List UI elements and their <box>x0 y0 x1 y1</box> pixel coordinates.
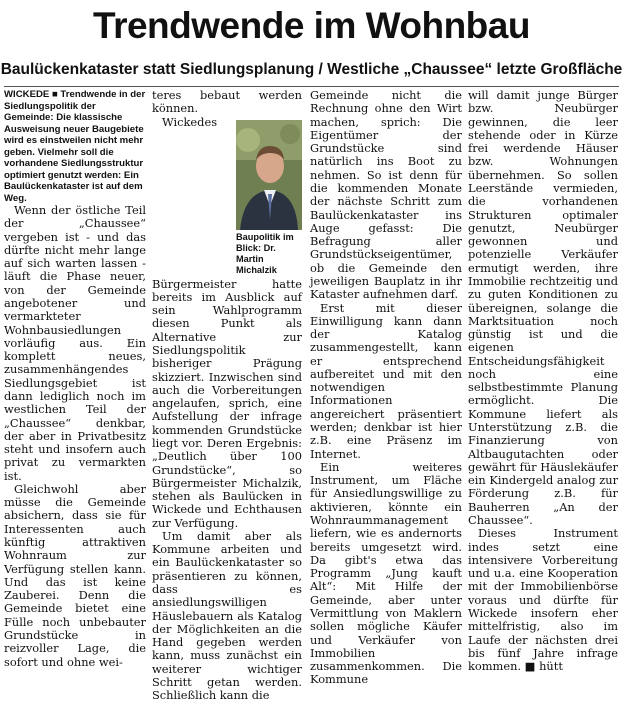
subheadline: Baulückenkataster statt Siedlungsplanung / Westliche „Chaussee“ letzte Großfläche <box>0 61 623 78</box>
article-paragraph: Wickedes Bürgermeister hatte bereits im Ausblick auf sein Wahlprogramm diesen Punkt als Alternative zur Siedlungspolitik bisheriger Prägung skizziert. Inzwischen sind auch die Vorbereitungen angelaufen, sprich, eine Aufstellung der infrage kommenden Grundstücke liegt vor. Deren Ergebnis: „Deutlich über 100 Grundstücke“, so Bürgermeister Michalzik, stehen als Baulücken in Wickede und Echthausen zur Verfügung. <box>152 114 302 530</box>
divider-rule <box>4 86 619 87</box>
column-3 <box>310 88 462 687</box>
article-paragraph: will damit junge Bürger bzw. Neubürger gewinnen, die leer stehende oder in Kürze frei werdende Häuser bzw. Wohnungen übernehmen. So sollen Leerstände vermieden, die vorhandenen Strukturen optimaler genutzt, Neubürger gewonnen und potenzielle Verkäufer ermutigt werden, ihre Immobilie rechtzeitig und zu guten Konditionen zu übereignen, solange die Marktsituation noch günstig ist und die eigenen Entscheidungsfähigkeit noch eine selbstbestimmte Planung ermöglicht. Die Kommune liefert als Unterstützung z.B. die Finanzierung von Altbaugutachten oder gewährt für Häuslekäufer ein Kindergeld analog zur Förderung z.B. für Bauherren „An der Chaussee“. <box>468 88 619 527</box>
article-paragraph: Gleichwohl aber müsse die Gemeinde absichern, dass sie für Interessenten auch künftig attraktiven Wohnraum zur Verfügung stellen kann. Und das ist keine Zauberei. Denn die Gemeinde bietet eine Fülle noch unbebauter Grundstücke in reizvoller Lage, die sofort und ohne wei- <box>4 481 146 669</box>
portrait-photo <box>236 120 302 230</box>
lead-paragraph: WICKEDE ■ Trendwende in der Siedlungspolitik der Gemeinde: Die klassische Ausweisung neuer Baugebiete wird es einstweilen nicht mehr geben. Vielmehr soll die vorhandene Siedlungsstruktur optimiert genutzt werden: Ein Baulückenkataster ist auf dem Weg. <box>4 89 146 204</box>
article-paragraph: Ein weiteres Instrument, um Fläche für Ansiedlungswillige zu aktivieren, könnte ein Wohnraummanagement liefern, wie es andernorts bereits umgesetzt wird. Da gibt's etwa das Programm „Jung kauft Alt“: Mit Hilfe der Gemeinde, aber unter Vermittlung von Maklern sollen mögliche Käufer und Verkäufer von Immobilien zusammenkommen. Die Kommune <box>310 459 462 687</box>
column-2 <box>152 88 302 703</box>
article-paragraph: Um damit aber als Kommune arbeiten und ein Baulückenkataster so präsentieren zu können, dass es ansiedlungswilligen Häuslebauern als Katalog der Möglichkeiten an die Hand gegeben werden kann, muss zunächst ein weiterer wichtiger Schritt getan werden. Schließlich kann die <box>152 528 302 703</box>
column-1 <box>4 89 146 669</box>
photo-caption: Baupolitik im Blick: Dr. Martin Michalzik <box>236 231 294 275</box>
article-paragraph: teres bebaut werden können. <box>152 88 302 116</box>
photo-figure <box>236 120 302 276</box>
headline: Trendwende im Wohnbau <box>93 5 530 46</box>
article-paragraph: Dieses Instrument indes setzt eine intensivere Vorbereitung und u.a. eine Kooperation mit der Immobilienbörse voraus und dürfte für Wickede insofern eher mittelfristig, also im Laufe der nächsten drei bis fünf Jahre infrage kommen. ■ hütt <box>468 526 618 674</box>
column-4 <box>468 88 619 674</box>
article-paragraph: Erst mit dieser Einwilligung kann dann der Katalog zusammengestellt, kann er entsprechend aufbereitet und mit den notwendigen Informationen angereichert präsentiert werden; denkbar ist hier z.B. eine Präsenz im Internet. <box>310 300 462 461</box>
article-paragraph: Wenn der östliche Teil der „Chaussee“ vergeben ist - und das dürfte nicht mehr lange auf sich warten lassen - läuft die Phase neuer, von der Gemeinde angebotener und vermarkteter Wohnbausiedlungen vorläufig aus. Ein komplett neues, zusammenhängendes Siedlungsgebiet ist dann lediglich noch im westlichen Teil der „Chaussee“ denkbar, der aber in Privatbesitz steht und insofern auch privat zu vermarkten ist. <box>4 203 146 483</box>
article-paragraph: Gemeinde nicht die Rechnung ohne den Wirt machen, sprich: Die Eigentümer der Grundstücke sind natürlich ins Boot zu nehmen. So ist denn für die kommenden Monate der nächste Schritt zum Baulückenkataster ins Auge gefasst: Die Befragung aller Grundstückseigentümer, ob die Gemeinde den jeweiligen Bauplatz in ihr Kataster aufnehmen darf. <box>310 88 462 302</box>
